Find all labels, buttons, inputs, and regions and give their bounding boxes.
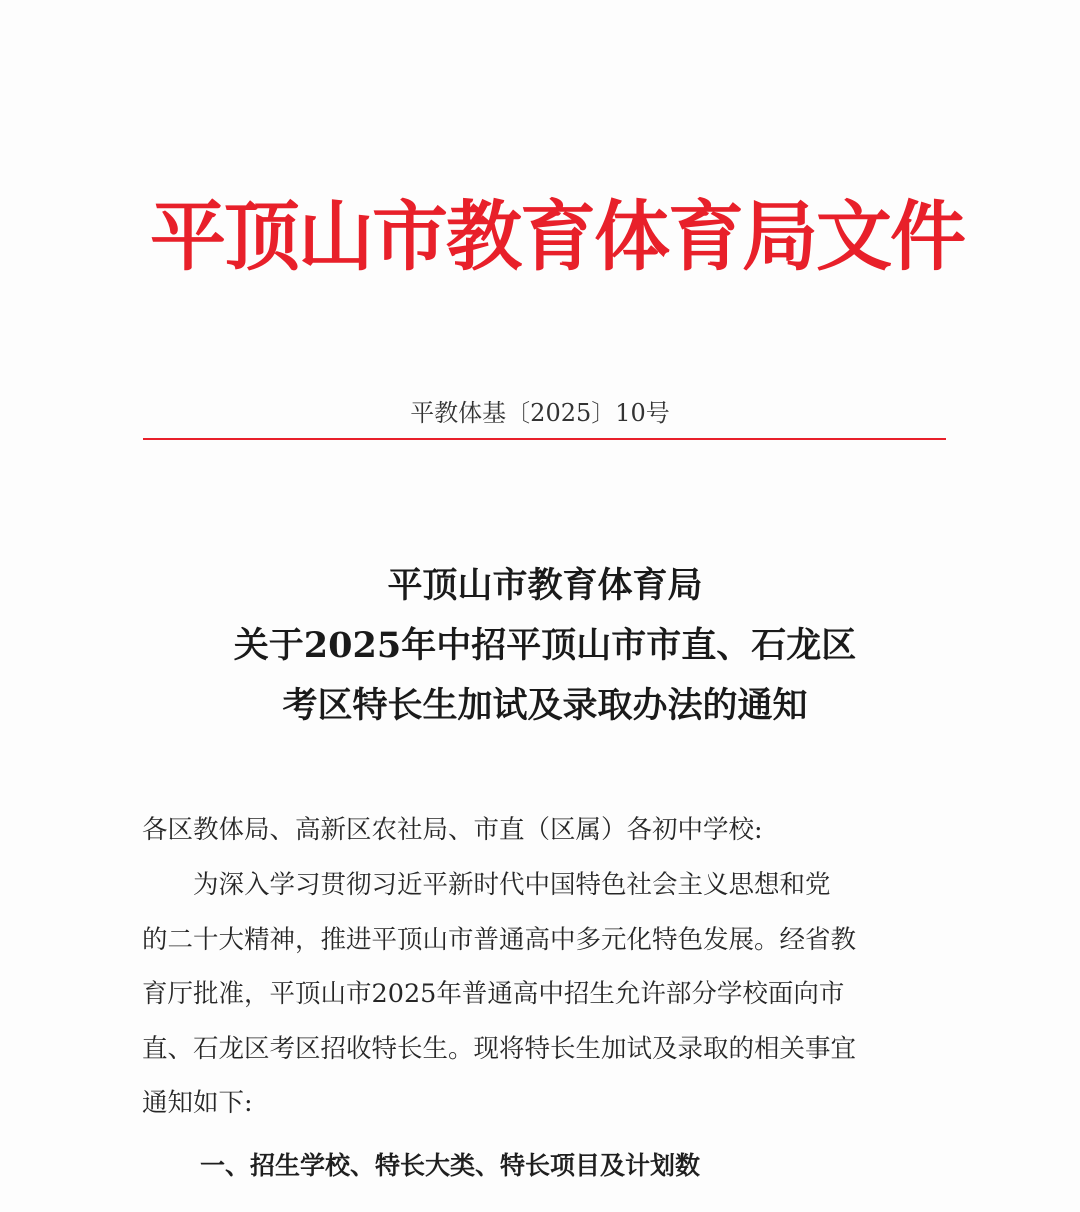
title-line: 平顶山市教育体育局 (387, 565, 703, 606)
document-number: 平教体基〔2025〕10号 (410, 399, 670, 427)
salutation: 各区教体局、高新区农社局、市直（区属）各初中学校: (142, 815, 763, 845)
section-heading: 一、招生学校、特长大类、特长项目及计划数 (200, 1151, 701, 1180)
notice-title (140, 556, 950, 736)
paragraph-line: 育厅批准，平顶山市2025年普通高中招生允许部分学校面向市 (142, 979, 845, 1010)
masthead-title: 平顶山市教育体育局文件 (150, 192, 964, 281)
body-paragraph (142, 858, 947, 1131)
title-line: 考区特长生加试及录取办法的通知 (282, 685, 808, 726)
paragraph-line: 直、石龙区考区招收特长生。现将特长生加试及录取的相关事宜 (142, 1033, 857, 1064)
paragraph-line: 通知如下: (142, 1088, 253, 1119)
paragraph-line: 的二十大精神，推进平顶山市普通高中多元化特色发展。经省教 (142, 924, 857, 955)
title-line: 关于2025年中招平顶山市市直、石龙区 (233, 625, 857, 666)
paragraph-line: 为深入学习贯彻习近平新时代中国特色社会主义思想和党 (193, 870, 831, 900)
red-divider-line (143, 438, 946, 440)
